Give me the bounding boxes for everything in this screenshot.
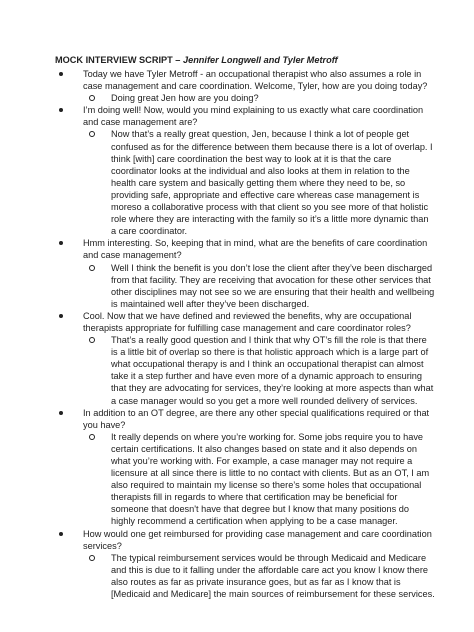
question-item bbox=[55, 407, 435, 528]
question-text: I’m doing well! Now, would you mind explaining to us exactly what care coordination and case management are? bbox=[83, 105, 424, 128]
question-text: Hmm interesting. So, keeping that in mind, what are the benefits of care coordination and case management? bbox=[83, 238, 428, 261]
question-text: Cool. Now that we have defined and reviewed the benefits, why are occupational therapists appropriate for fulfilling case management and care coordinator roles? bbox=[83, 310, 412, 333]
question-text: How would one get reimbursed for providing case management and care coordination services? bbox=[83, 528, 432, 551]
answer-text: Now that’s a really great question, Jen, because I think a lot of people get confused as for the difference between them because there is a lot of overlap. I think [with] care coordination the best way to look at it is that the care coordinator looks at the individual and also looks at them in relation to the health care system and basically getting them where they need to be, so providing safe, appropriate and effective care whereas case management is moreso a collaborative process with that client so you see more of that holistic role where they are interacting with the family so it’s a little more dynamic than a care coordinator. bbox=[83, 128, 435, 237]
question-list bbox=[55, 68, 474, 600]
question-text: Today we have Tyler Metroff - an occupational therapist who also assumes a role in case management and care coordination. Welcome, Tyler, how are you doing today? bbox=[83, 69, 428, 92]
question-item bbox=[55, 68, 435, 104]
answer-text: Well I think the benefit is you don’t lose the client after they’ve been discharged from that facility. They are receiving that avocation for these other services that other disciplines may not see so we are ensuring that their health and wellbeing is maintained well after they’ve been discharged. bbox=[83, 262, 435, 310]
answer-text: It really depends on where you’re working for. Some jobs require you to have certain certifications. It also changes based on state and it also depends on what you’re working with. For example, a case manager may not require a licensure at all since there is little to no contact with clients. But as an OT, I am also required to maintain my license so there’s some holes that occupational therapists fill in regards to where that certification may be beneficial for someone that doesn't have that degree but I know that many positions do highly recommend a certification when applying to be a case manager. bbox=[83, 431, 435, 528]
title-prefix: MOCK INTERVIEW SCRIPT – bbox=[55, 55, 183, 65]
answer-text: Doing great Jen how are you doing? bbox=[83, 92, 435, 104]
question-text: In addition to an OT degree, are there any other special qualifications required or that you have? bbox=[83, 407, 430, 430]
question-item bbox=[55, 310, 435, 407]
answer-text: The typical reimbursement services would be through Medicaid and Medicare and this is due to it falling under the affordable care act you know I know there also routes as far as private insurance goes, but as far as I know that is [Medicaid and Medicare] the main sources of reimbursement for these services. bbox=[83, 552, 435, 600]
question-item bbox=[55, 528, 435, 601]
question-item bbox=[55, 104, 435, 237]
question-item bbox=[55, 237, 435, 310]
answer-text: That’s a really good question and I think that why OT’s fill the role is that there is a little bit of overlap so there is that holistic approach which is a large part of what occupational therapy is and I think an occupational therapist can almost take it a step further and have even more of a dynamic approach to ensuring that they are advocating for services, they’re looking at more aspects than what a case manager would so you get a more well rounded delivery of services. bbox=[83, 334, 435, 407]
document-title bbox=[55, 54, 474, 66]
title-names: Jennifer Longwell and Tyler Metroff bbox=[182, 55, 338, 65]
